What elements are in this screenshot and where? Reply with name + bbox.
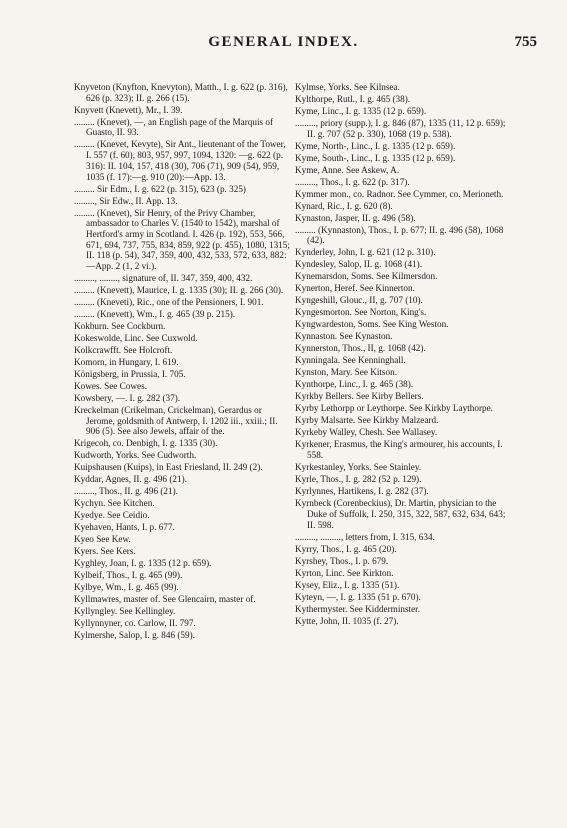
index-entry: Kynthorpe, Linc., I. g. 465 (38). [295, 379, 414, 390]
index-entry: ......... (Knevett), Wm., I. g. 465 (39 p. 215). [74, 309, 236, 320]
index-entry: Kysey, Eliz., I. g. 1335 (51). [295, 579, 400, 590]
index-entry: Kylthorpe, Rutl., I. g. 465 (38). [295, 94, 411, 104]
index-entry: Kyme, Linc., I. g. 1335 (12 p. 659). [295, 106, 427, 116]
index-entry: ........., priory (supp.), I. g. 846 (87), 1335 (11, 12 p. 659); II. g. 707 (52 p. 330), 1068 (19 p. 538). [295, 118, 506, 139]
index-entry: ......... (Knevet), —, an English page of the Marquis of Guasto, II. 93. [74, 116, 274, 138]
index-column-right [295, 82, 511, 628]
index-entry: Kyrry, Thos., I. g. 465 (20). [295, 543, 397, 554]
index-entry: ......... (Knevet), Sir Henry, of the Privy Chamber, ambassador to Charles V. (1540 to 1542), marshal of Hertford's army in Scotland. I. 426 (p. 192), 553, 566, 671, 694, 737, 755, 834, 859, 922 (p. 455), 1080, 1315; II. 118 (p. 54), 347, 359, 400, 432, 533, 572, 633, 882:—App. 2 (1, 2 vi.). [74, 207, 290, 272]
index-entry: Kyndesley, Salop, II. g. 1068 (41). [295, 259, 422, 270]
index-entry: Kreckelman (Crikelman, Crickelman), Gerardus or Jerome, goldsmith of Antwerp, I. 1202 iii., xxiii.; II. 906 (5). See also Jewels, affair of the. [74, 405, 278, 437]
index-entry: Kyngeshill, Glouc., II, g. 707 (10). [295, 295, 423, 306]
index-entry: Kylbeif, Thos., I. g. 465 (99). [74, 570, 183, 581]
index-entry: Kynningala. See Kenninghall. [295, 355, 406, 366]
index-entry: Kyrle, Thos., I. g. 282 (52 p. 129). [295, 474, 422, 485]
index-entry: ......... Sir Edm., I. g. 622 (p. 315), 623 (p. 325) [74, 183, 246, 194]
index-entry: Kyrkby Bellers. See Kirby Bellers. [295, 391, 424, 402]
index-entry: Kyme, Anne. See Askew, A. [295, 164, 400, 175]
index-entry: Knyvett (Knevett), Mr., I. 39. [74, 104, 183, 115]
index-entry: Kyme, North-, Linc., I. g. 1335 (12 p. 659). [295, 140, 456, 151]
index-entry: Kyrton, Linc. See Kirkton. [295, 567, 394, 578]
index-entry: Kyers. See Kers. [74, 546, 136, 557]
index-entry: Kyme, South-, Linc., I. g. 1335 (12 p. 659). [295, 152, 456, 163]
index-entry: Krigecoh, co. Denbigh, I. g. 1335 (30). [74, 438, 218, 449]
index-entry: Kolkcrawfft. See Holcroft. [74, 345, 173, 356]
page-number: 755 [514, 34, 537, 50]
index-entry: Kymmer mon., co. Radnor. See Cymmer, co. Merioneth. [295, 188, 504, 199]
index-entry: Kythermyster. See Kidderminster. [295, 603, 421, 614]
index-entry: Kytte, John, II. 1035 (f. 27). [295, 615, 399, 626]
index-entry: Kynderley, John, I. g. 621 (12 p. 310). [295, 247, 436, 258]
index-entry: Königsberg, in Prussia, I. 705. [74, 369, 186, 380]
index-entry: Kokburn. See Cockburn. [74, 321, 166, 332]
index-entry: Kyrlynnes, Hartikens, I. g. 282 (37). [295, 486, 429, 497]
index-entry: Kuipshausen (Kuips), in East Friesland, II. 249 (2). [74, 462, 263, 473]
index-entry: Kynaston, Jasper, II. g. 496 (58). [295, 212, 416, 223]
page-header [0, 34, 567, 56]
index-entry: ........., Thos., II. g. 496 (21). [74, 486, 178, 497]
index-entry: Knyveton (Knyfton, Knevyton), Matth., I. g. 622 (p. 316), 626 (p. 323); II. g. 266 (15). [74, 82, 288, 103]
index-entry: Kylbye, Wm., I. g. 465 (99). [74, 582, 179, 593]
index-entry: Kychyn. See Kitchen. [74, 498, 155, 509]
index-entry: ......... (Knevett), Maurice, I. g. 1335 (30); II. g. 266 (30). [74, 285, 284, 296]
index-entry: ......... (Kneveti), Ric., one of the Pensioners, I. 901. [74, 297, 264, 308]
index-entry: Kyrkestanley, Yorks. See Stainley. [295, 462, 422, 473]
index-entry: Kowsbery, —. I. g. 282 (37). [74, 393, 181, 404]
index-entry: Kynard, Ric., I. g. 620 (8). [295, 200, 393, 211]
index-entry: Kynerton, Heref. See Kinnerton. [295, 283, 415, 294]
index-entry: Kyedye. See Ceidio. [74, 510, 150, 521]
index-entry: Kyghley, Joan, I. g. 1335 (12 p. 659). [74, 558, 212, 569]
index-entry: Kudworth, Yorks. See Cudworth. [74, 450, 197, 461]
index-entry: Kyteyn, —, I. g. 1335 (51 p. 670). [295, 591, 421, 602]
index-entry: Kyrshey, Thos., I. p. 679. [295, 555, 389, 566]
index-entry: ........., ........, signature of, II. 347, 359, 400, 432. [74, 273, 253, 284]
index-entry: Kynston, Mary. See Kitson. [295, 367, 397, 378]
index-entry: Kyrby Lethorpp or Leythorpe. See Kirkby Laythorpe. [295, 403, 493, 414]
index-entry: Kyngwardeston, Soms. See King Weston. [295, 319, 449, 330]
index-entry: Kyllmawres, master of. See Glencairn, master of. [74, 594, 256, 605]
index-entry: Kyllynnyner, co. Carlow, II. 797. [74, 618, 196, 629]
index-column-left [74, 82, 290, 642]
index-entry: Kynnaston. See Kynaston. [295, 331, 393, 342]
index-entry: Komorn, in Hungary, I. 619. [74, 357, 179, 368]
index-entry: ......... (Knevet, Kevyte), Sir Ant., lieutenant of the Tower, I. 557 (f. 60), 803, 957, 997, 1094, 1320: —g. 622 (p. 316): II. 104, 157, 418 (30), 706 (71), 909 (54), 959, 1035 (f. 17):—g. 910 (20):—App. 13. [74, 139, 286, 182]
index-entry: Kylmse, Yorks. See Kilnsea. [295, 82, 400, 92]
index-entry: Kyngesmorton. See Norton, King's. [295, 307, 427, 318]
index-entry: ........., Thos., I. g. 622 (p. 317). [295, 176, 410, 187]
index-entry: ......... (Kynnaston), Thos., I. p. 677; II. g. 496 (58), 1068 (42). [295, 224, 504, 246]
index-entry: Kyrby Malsarte. See Kirkby Malzeard. [295, 415, 439, 426]
index-entry: Kyddar, Agnes, II. g. 496 (21). [74, 474, 187, 485]
index-entry: ........., Sir Edw., II. App. 13. [74, 195, 178, 206]
index-entry: Kynemarsdon, Soms. See Kilmersdon. [295, 271, 438, 282]
index-entry: Kyllyngley. See Kellingley. [74, 606, 176, 617]
index-entry: Kyrkener, Erasmus, the King's armourer, his accounts, I. 558. [295, 439, 503, 461]
index-entry: ........., ........., letters from, I. 315, 634. [295, 531, 435, 542]
index-entry: Kowes. See Cowes. [74, 381, 147, 392]
index-entry: Kynnerston, Thos., II, g. 1068 (42). [295, 343, 426, 354]
index-entry: Kokeswolde, Linc. See Cuxwold. [74, 333, 198, 344]
index-entry: Kyeo See Kew. [74, 534, 131, 545]
index-entry: Kyrnbeck (Corenbeckius), Dr. Martin, physician to the Duke of Suffolk, I. 250, 315, 322, 587, 632, 634, 643; II. 598. [295, 498, 506, 530]
index-entry: Kylmershe, Salop, I. g. 846 (59). [74, 630, 195, 641]
running-head: GENERAL INDEX. [208, 34, 359, 50]
index-entry: Kyrkeby Walley, Chesh. See Wallasey. [295, 427, 438, 438]
index-entry: Kyehaven, Hants, I. p. 677. [74, 522, 175, 533]
